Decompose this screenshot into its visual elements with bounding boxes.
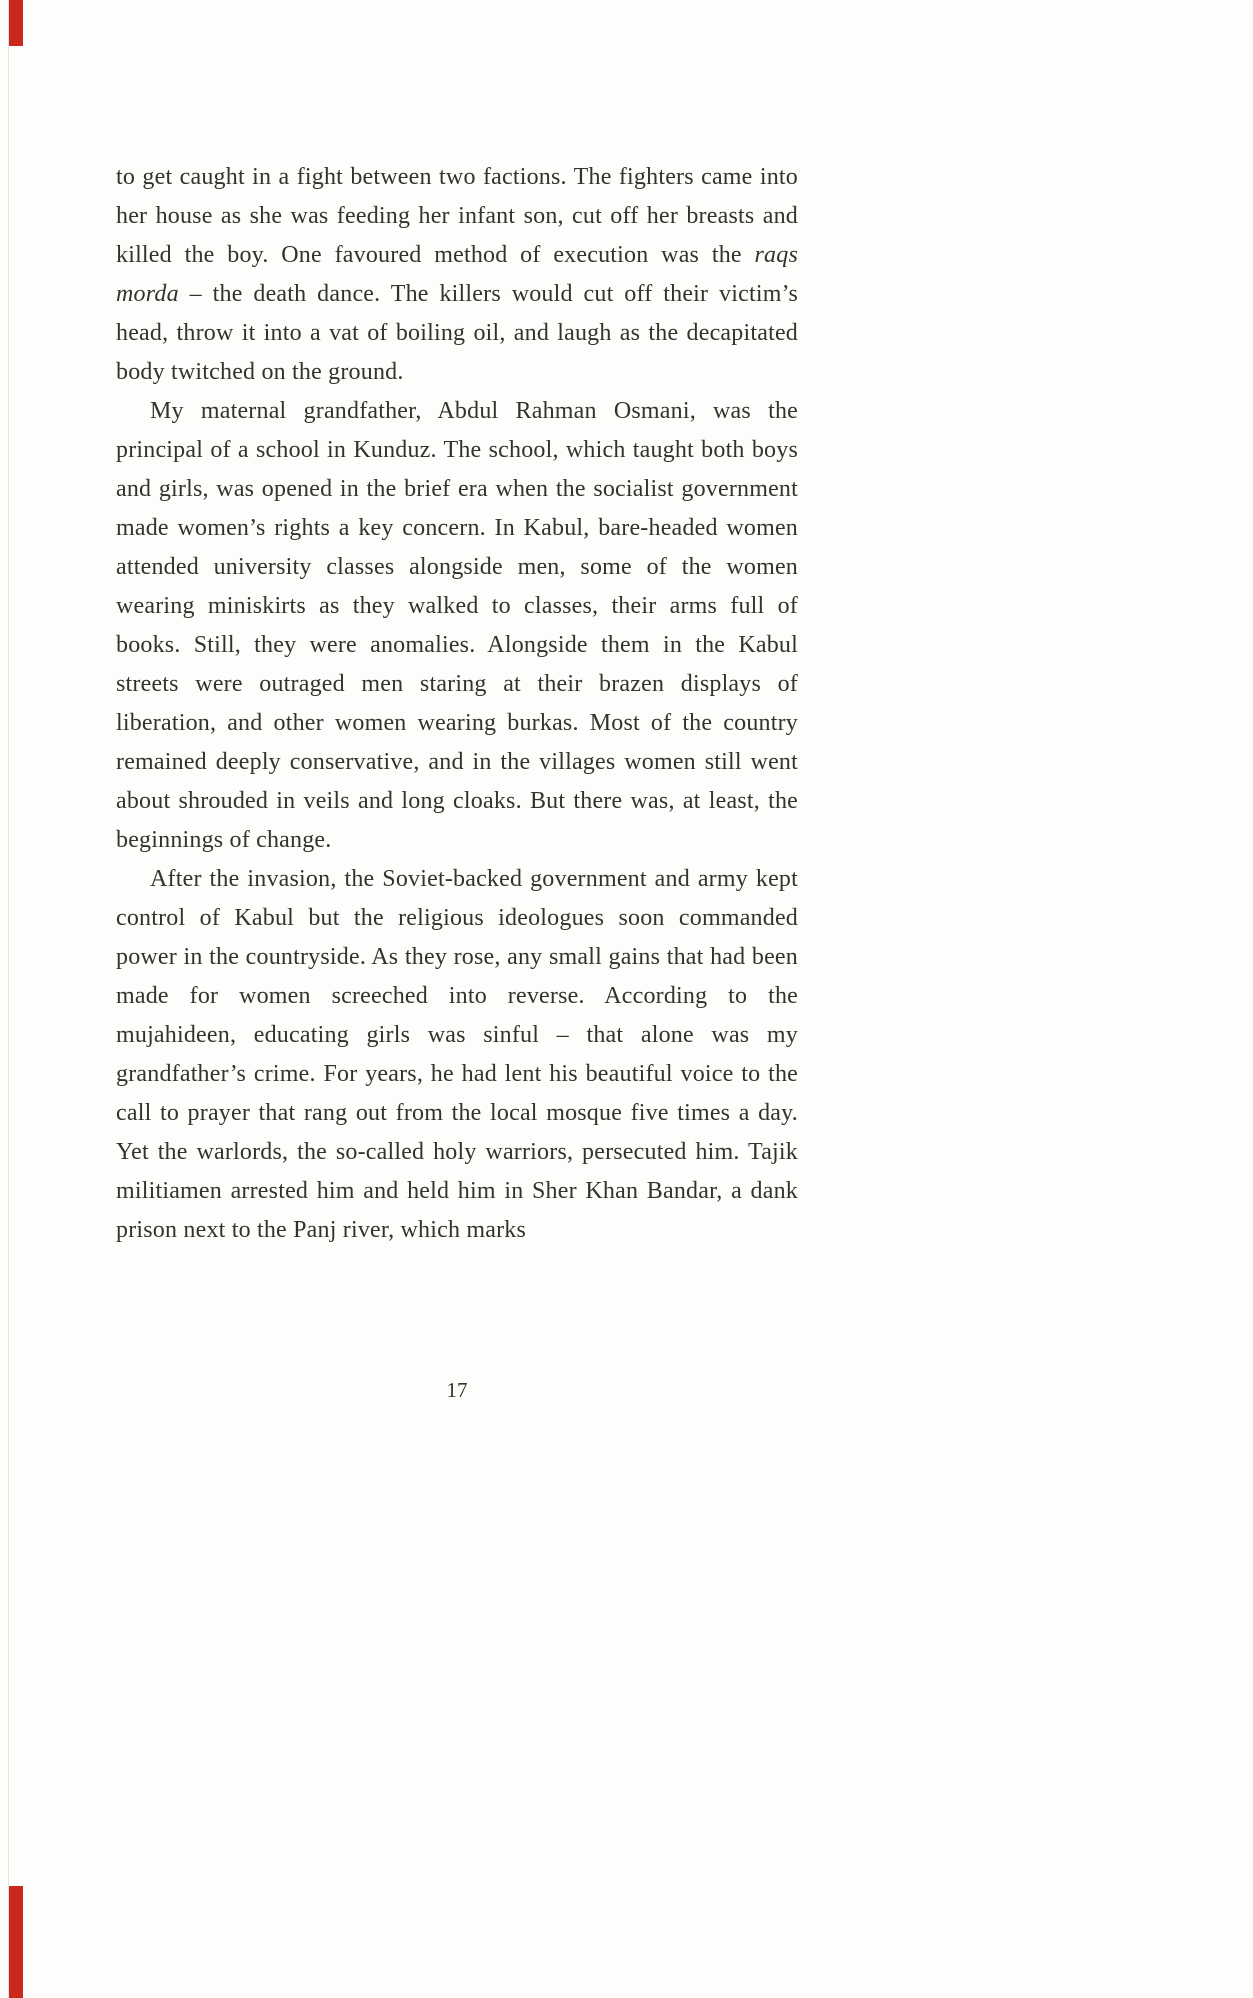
italic-phrase: raqs morda bbox=[116, 242, 798, 307]
paragraph bbox=[116, 860, 798, 1250]
paragraph bbox=[116, 392, 798, 860]
page-number: 17 bbox=[446, 1378, 468, 1402]
cover-edge-top bbox=[9, 0, 23, 46]
cover-edge-bottom bbox=[9, 1886, 23, 1998]
body-text bbox=[116, 158, 798, 1250]
text-segment: After the invasion, the Soviet-backed government and army kept control of Kabul but the religious ideologues soon commanded power in the countryside. As they rose, any small gains that had been made for women screeched into reverse. According to the mujahideen, educating girls was sinful – that alone was my grandfather’s crime. For years, he had lent his beautiful voice to the call to prayer that rang out from the local mosque five times a day. Yet the warlords, the so-called holy warriors, persecuted him. Tajik militiamen arrested him and held him in Sher Khan Bandar, a dank prison next to the Panj river, which marks bbox=[116, 866, 798, 1243]
scan-edge-line bbox=[8, 0, 9, 1998]
text-segment: My maternal grandfather, Abdul Rahman Osmani, was the principal of a school in Kunduz. The school, which taught both boys and girls, was opened in the brief era when the socialist government made women’s rights a key concern. In Kabul, bare-headed women attended university classes alongside men, some of the women wearing miniskirts as they walked to classes, their arms full of books. Still, they were anomalies. Alongside them in the Kabul streets were outraged men staring at their brazen displays of liberation, and other women wearing burkas. Most of the country remained deeply conservative, and in the villages women still went about shrouded in veils and long cloaks. But there was, at least, the beginnings of change. bbox=[116, 398, 798, 853]
text-segment: to get caught in a fight between two factions. The fighters came into her house as she was feeding her infant son, cut off her breasts and killed the boy. One favoured method of execution was the bbox=[116, 164, 798, 268]
paragraph bbox=[116, 158, 798, 392]
text-segment: – the death dance. The killers would cut off their victim’s head, throw it into a vat of boiling oil, and laugh as the decapitated body twitched on the ground. bbox=[116, 281, 798, 385]
